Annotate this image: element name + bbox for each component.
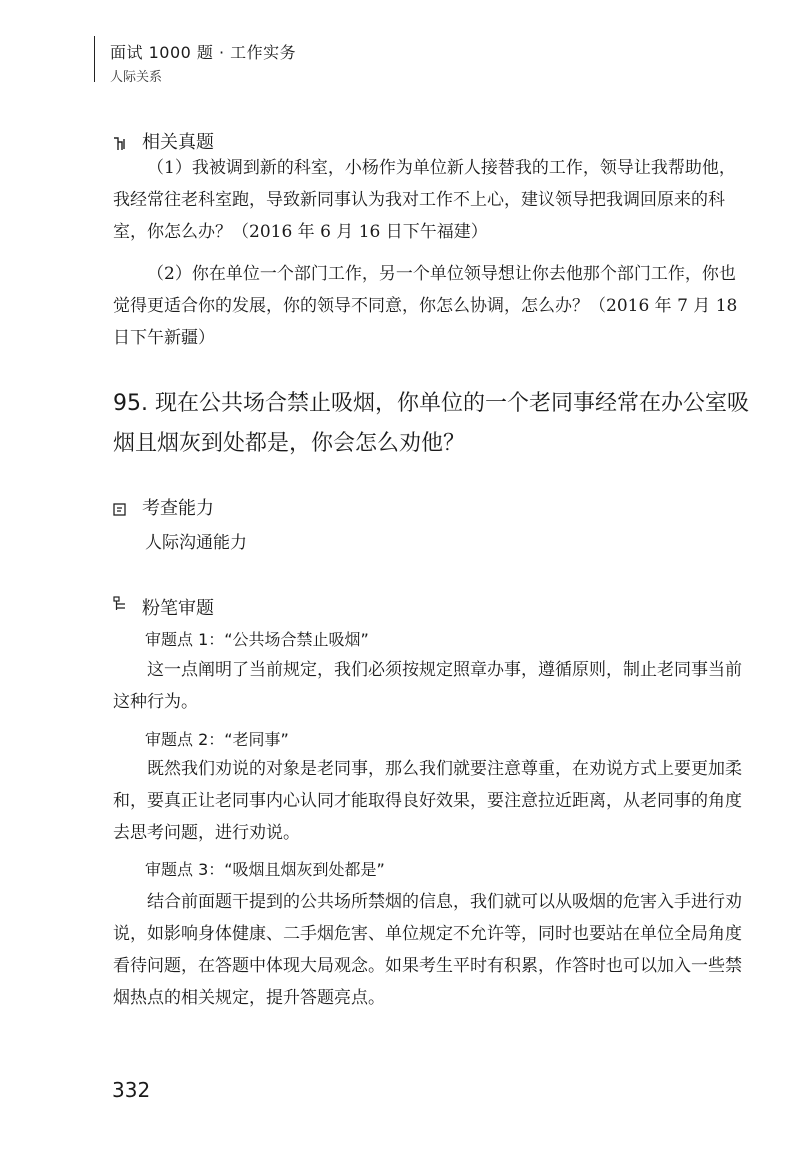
analysis-point-3-text: 结合前面题干提到的公共场所禁烟的信息，我们就可以从吸烟的危害入手进行劝说，如影响身体健康、二手烟危害、单位规定不允许等，同时也要站在单位全局角度看待问题，在答题中体现大局观念。如果考生平时有积累，作答时也可以加入一些禁烟热点的相关规定，提升答题亮点。 <box>113 892 742 1008</box>
page-number: 332 <box>112 1078 151 1102</box>
analysis-point-1-label: 审题点 1：“公共场合禁止吸烟” <box>145 630 369 649</box>
question-title: 95. 现在公共场合禁止吸烟，你单位的一个老同事经常在办公室吸烟且烟灰到处都是，你会怎么劝他？ <box>113 391 749 456</box>
chapter-title: 人际关系 <box>110 70 163 85</box>
bookmark-icon <box>112 136 128 152</box>
analysis-point-2-text: 既然我们劝说的对象是老同事，那么我们就要注意尊重，在劝说方式上要更加柔和，要真正让老同事内心认同才能取得良好效果，要注意拉近距离，从老同事的角度去思考问题，进行劝说。 <box>113 759 742 843</box>
analysis-title: 粉笔审题 <box>142 598 214 619</box>
analysis-point-1-text: 这一点阐明了当前规定，我们必须按规定照章办事，遵循原则，制止老同事当前这种行为。 <box>113 660 742 712</box>
related-questions-title: 相关真题 <box>142 132 214 153</box>
analysis-point-3-label: 审题点 3：“吸烟且烟灰到处都是” <box>145 860 385 879</box>
header-rule <box>94 36 95 82</box>
ability-title: 考查能力 <box>142 498 214 519</box>
analysis-point-2-label: 审题点 2：“老同事” <box>145 730 289 749</box>
ability-text: 人际沟通能力 <box>145 533 247 553</box>
book-title: 面试 1000 题 · 工作实务 <box>110 43 297 62</box>
target-icon <box>112 501 128 517</box>
related-question-2: （2）你在单位一个部门工作，另一个单位领导想让你去他那个部门工作，你也觉得更适合你的发展，你的领导不同意，你怎么协调，怎么办？（2016 年 7 月 18 日下午新疆） <box>113 264 738 348</box>
related-question-1: （1）我被调到新的科室，小杨作为单位新人接替我的工作，领导让我帮助他，我经常往老科室跑，导致新同事认为我对工作不上心，建议领导把我调回原来的科室，你怎么办？（2016 年 6 月 16 日下午福建） <box>113 158 736 242</box>
outline-icon <box>112 596 128 612</box>
